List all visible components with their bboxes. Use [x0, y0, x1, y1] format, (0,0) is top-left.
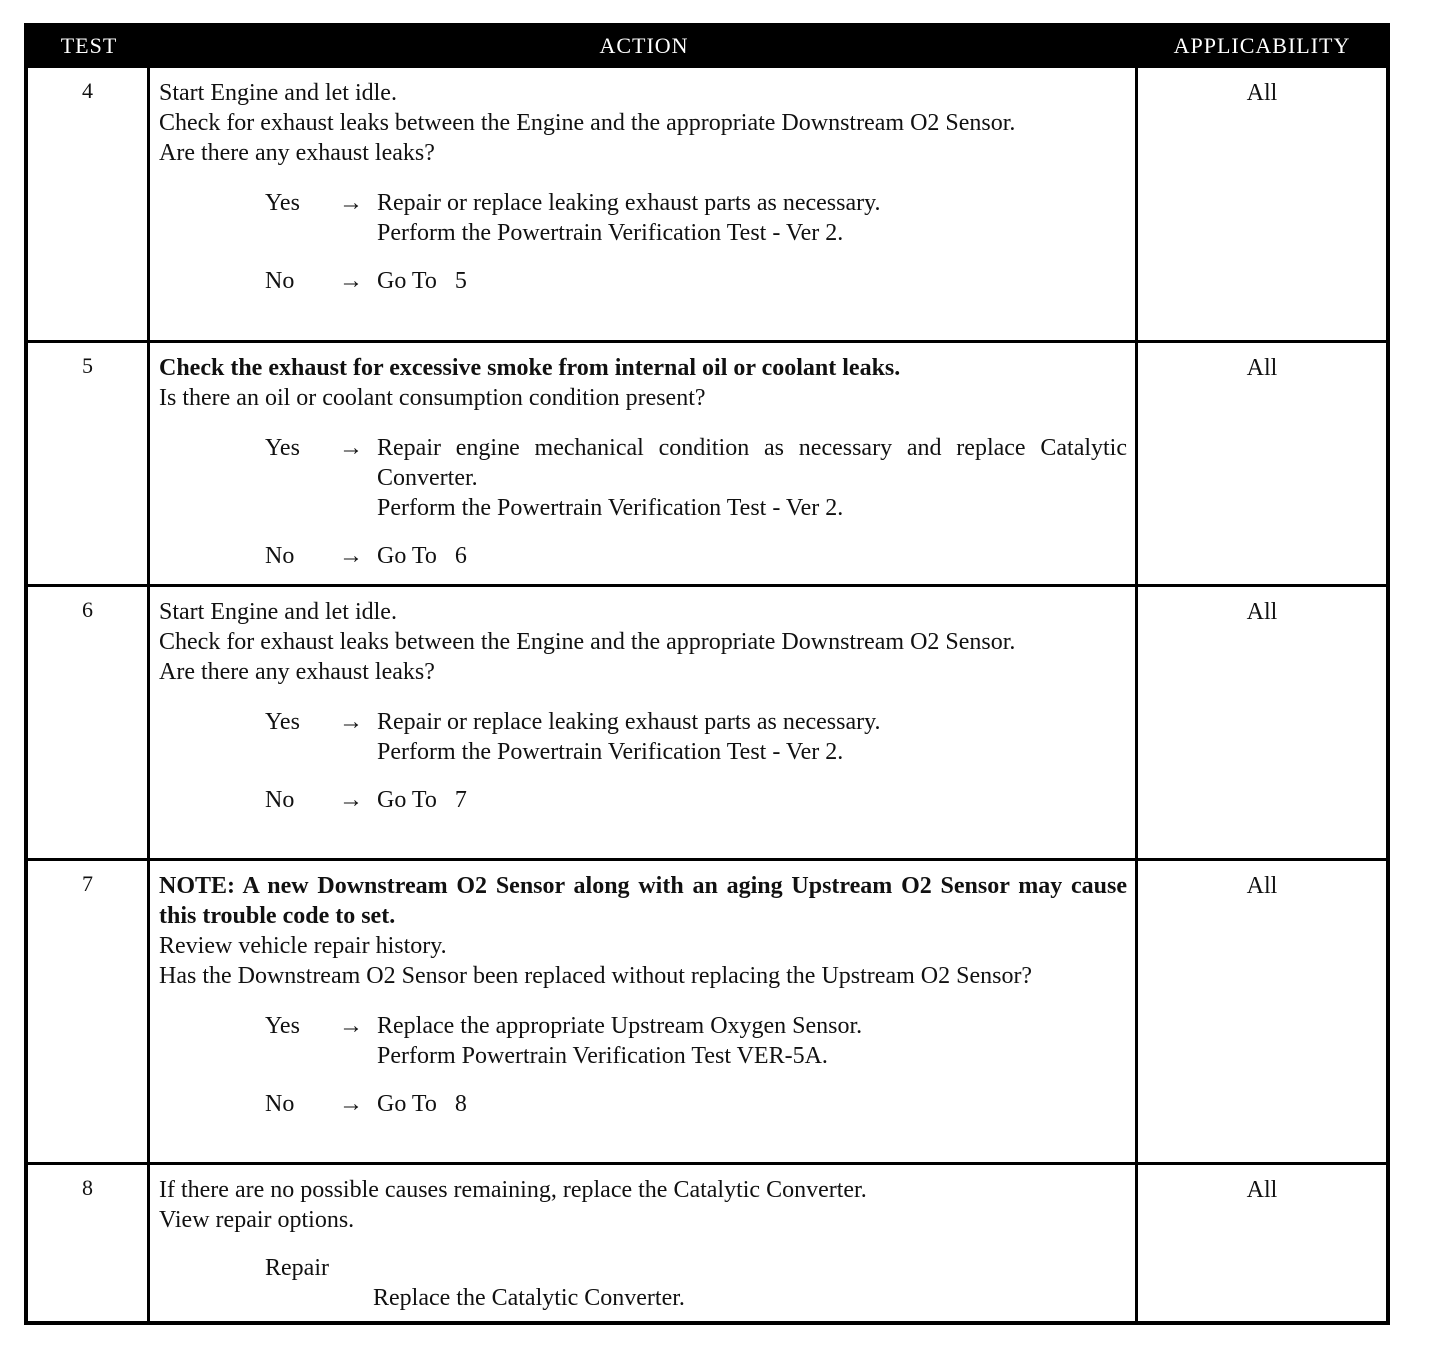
action-text: Review vehicle repair history.	[159, 933, 447, 959]
action-cell	[150, 861, 1138, 1162]
action-text: Start Engine and let idle.	[159, 80, 397, 106]
action-text: Has the Downstream O2 Sensor been replaced without replacing the Upstream O2 Sensor?	[159, 963, 1033, 989]
no-label: No	[265, 543, 295, 569]
action-text: Are there any exhaust leaks?	[159, 659, 435, 685]
test-number: 5	[28, 343, 150, 584]
applicability-value: All	[1246, 80, 1278, 106]
yes-text: Repair or replace leaking exhaust parts as necessary.	[377, 190, 881, 216]
table-row	[28, 1162, 1386, 1321]
yes-text: Repair or replace leaking exhaust parts as necessary.	[377, 709, 881, 735]
action-text: Check for exhaust leaks between the Engine and the appropriate Downstream O2 Sensor.	[159, 629, 1016, 655]
no-text: Go To 5	[377, 268, 467, 294]
arrow-icon: →	[339, 190, 363, 216]
no-response	[265, 266, 1127, 296]
yes-label: Yes	[265, 435, 300, 461]
yes-text: Perform the Powertrain Verification Test - Ver 2.	[377, 495, 844, 521]
test-number: 8	[28, 1165, 150, 1321]
action-text: Check for exhaust leaks between the Engine and the appropriate Downstream O2 Sensor.	[159, 110, 1016, 136]
arrow-icon: →	[339, 543, 363, 569]
arrow-icon: →	[339, 1013, 363, 1039]
no-label: No	[265, 787, 295, 813]
header-applicability: APPLICABILITY	[1173, 33, 1351, 58]
arrow-icon: →	[339, 787, 363, 813]
yes-label: Yes	[265, 709, 300, 735]
arrow-icon: →	[339, 1091, 363, 1117]
action-cell	[150, 343, 1138, 584]
no-label: No	[265, 1091, 295, 1117]
applicability-value: All	[1246, 873, 1278, 899]
no-text: Go To 8	[377, 1091, 467, 1117]
table-row	[28, 65, 1386, 340]
yes-text: Perform the Powertrain Verification Test - Ver 2.	[377, 739, 844, 765]
table-header	[28, 27, 1386, 65]
applicability-value: All	[1246, 599, 1278, 625]
yes-label: Yes	[265, 1013, 300, 1039]
test-number: 4	[28, 68, 150, 340]
applicability-value: All	[1246, 355, 1278, 381]
no-text: Go To 7	[377, 787, 467, 813]
action-cell	[150, 68, 1138, 340]
header-action: ACTION	[599, 33, 689, 58]
action-text-bold: Check the exhaust for excessive smoke from internal oil or coolant leaks.	[159, 355, 901, 381]
action-text-bold: NOTE: A new Downstream O2 Sensor along with an aging Upstream O2 Sensor may cause this trouble code to set.	[159, 873, 1127, 929]
arrow-icon: →	[339, 435, 363, 461]
no-response	[265, 1089, 1127, 1119]
yes-response	[265, 707, 1127, 767]
action-cell	[150, 587, 1138, 858]
yes-response	[265, 1011, 1127, 1071]
yes-response	[265, 188, 1127, 248]
test-number: 7	[28, 861, 150, 1162]
yes-text: Replace the appropriate Upstream Oxygen Sensor.	[377, 1013, 863, 1039]
table-row	[28, 340, 1386, 584]
action-text: Start Engine and let idle.	[159, 599, 397, 625]
no-text: Go To 6	[377, 543, 467, 569]
header-test: TEST	[60, 33, 118, 58]
action-cell	[150, 1165, 1138, 1321]
test-number: 6	[28, 587, 150, 858]
yes-label: Yes	[265, 190, 300, 216]
no-response	[265, 541, 1127, 571]
table-row	[28, 858, 1386, 1162]
repair-label: Repair	[265, 1255, 329, 1281]
diagnostic-table	[24, 23, 1390, 1325]
arrow-icon: →	[339, 709, 363, 735]
yes-text: Repair engine mechanical condition as necessary and replace Catalytic Converter.	[377, 435, 1127, 491]
no-response	[265, 785, 1127, 815]
action-text: View repair options.	[159, 1207, 355, 1233]
no-label: No	[265, 268, 295, 294]
table-row	[28, 584, 1386, 858]
applicability-value: All	[1246, 1177, 1278, 1203]
yes-text: Perform Powertrain Verification Test VER-5A.	[377, 1043, 828, 1069]
repair-text: Replace the Catalytic Converter.	[373, 1285, 685, 1311]
yes-text: Perform the Powertrain Verification Test - Ver 2.	[377, 220, 844, 246]
yes-response	[265, 433, 1127, 523]
action-text: If there are no possible causes remaining, replace the Catalytic Converter.	[159, 1177, 867, 1203]
action-text: Are there any exhaust leaks?	[159, 140, 435, 166]
action-text: Is there an oil or coolant consumption condition present?	[159, 385, 706, 411]
arrow-icon: →	[339, 268, 363, 294]
